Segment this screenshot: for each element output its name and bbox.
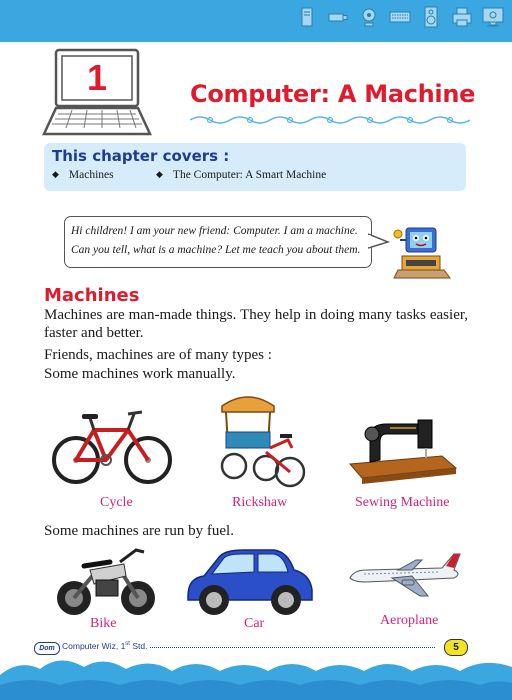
covers-item-label: The Computer: A Smart Machine [172,169,327,181]
chapter-title: Computer: A Machine [190,80,476,108]
sewing-machine-image [346,404,458,486]
cycle-image [50,402,174,486]
covers-item [156,169,326,181]
printer-icon [451,6,473,28]
monitor-icon [482,6,504,28]
speaker-icon [420,6,442,28]
footer-book-title [62,641,147,651]
computer-mascot-icon [392,222,454,284]
webcam-icon [358,6,380,28]
covers-item [52,169,114,181]
speech-line: Hi children! I am your new friend: Computer. I am a machine. [71,225,358,237]
paragraph: Some machines are run by fuel. [44,523,234,539]
footer-book-suffix: Std. [129,641,148,651]
speech-bubble [64,216,372,268]
speech-bubble-tail [368,232,390,252]
publisher-logo: Dom [34,642,60,655]
keyboard-icon [389,6,411,28]
page-number: 5 [444,639,468,656]
footer-divider [150,647,435,648]
title-swirl-divider [190,114,470,126]
car-image [184,548,314,620]
covers-item-label: Machines [68,169,114,181]
section-heading: Machines [44,285,140,306]
bike-image [54,540,158,618]
paragraph: Machines are man-made things. They help in doing many tasks easier, faster and better. [44,307,468,341]
footer-book-label: Computer Wiz, 1 [62,641,126,651]
bullet-icon: ◆ [52,169,59,179]
rickshaw-image [218,388,308,494]
machine-caption: Sewing Machine [355,495,450,510]
speech-line: Can you tell, what is a machine? Let me teach you about them. [71,244,361,256]
chapter-number: 1 [86,57,108,98]
bullet-icon: ◆ [156,169,163,179]
machine-caption: Car [244,616,265,631]
machine-caption: Cycle [100,495,133,510]
machine-caption: Bike [90,616,117,631]
aeroplane-image [346,552,464,602]
machine-caption: Aeroplane [380,613,439,628]
covers-heading: This chapter covers : [52,147,230,165]
footer-wave [0,645,512,700]
machine-caption: Rickshaw [232,495,288,510]
usb-drive-icon [327,6,349,28]
cpu-tower-icon [296,6,318,28]
paragraph: Some machines work manually. [44,366,236,382]
chapter-covers-box [44,143,466,191]
footer-book-sup: st [125,641,130,648]
paragraph: Friends, machines are of many types : [44,347,272,363]
device-icon-strip [296,6,504,28]
